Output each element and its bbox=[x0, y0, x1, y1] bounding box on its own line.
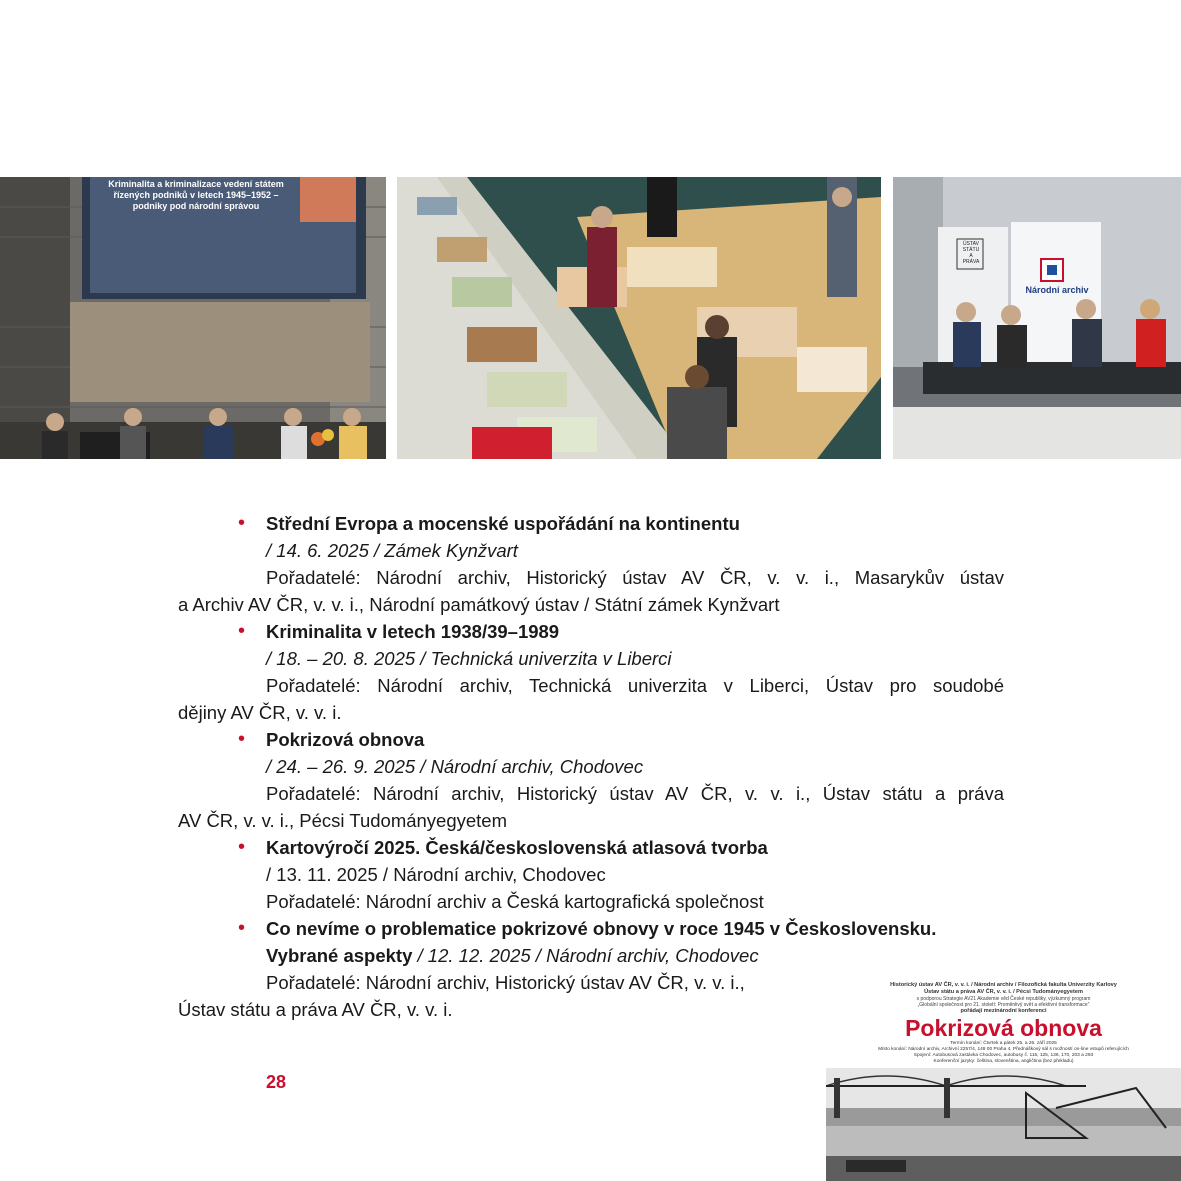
poster-header-line2: Ústav státu a práva AV ČR, v. v. i. / Pécsi Tudományegyetem bbox=[924, 989, 1083, 995]
banner-text: Národní archiv bbox=[1025, 285, 1089, 295]
event-item bbox=[178, 726, 1004, 834]
page-number: 28 bbox=[266, 1072, 287, 1092]
event-organizers: Pořadatelé: Národní archiv, Historický ústav AV ČR, v. v. i., Ústav státu a práva bbox=[266, 783, 1004, 804]
event-title-cont: Vybrané aspekty bbox=[266, 945, 413, 966]
poster-info-line2: Místo konání: Národní archiv, Archivní 2257/4, 149 00 Praha 4, Přednáškový sál s možností on-line vstupů referujících bbox=[878, 1047, 1129, 1052]
poster-info-line3: Spojení: Autobusová zastávka Chodovec, autobusy č. 115, 125, 136, 170, 203 a 293 bbox=[913, 1053, 1094, 1058]
bullet-icon: • bbox=[238, 728, 246, 750]
projection-slide-text: Kriminalita a kriminalizace vedení státem řízených podniků v letech 1945–1952 – podniky pod národní správou bbox=[108, 179, 284, 211]
event-organizers: Pořadatelé: Národní archiv, Historický ústav AV ČR, v. v. i., Masarykův ústav bbox=[266, 567, 1004, 588]
poster-info-line4: Konferenční jazyky: čeština, slovenština, angličtina (bez překladu) bbox=[933, 1059, 1074, 1064]
event-organizers-cont: AV ČR, v. v. i., Pécsi Tudományegyetem bbox=[178, 810, 508, 831]
poster-info-line1: Termín konání: Čtvrtek a pátek 25. a 26. září 2025 bbox=[950, 1041, 1057, 1046]
event-meta: / 18. – 20. 8. 2025 / Technická univerzita v Liberci bbox=[266, 648, 672, 669]
event-meta: / 14. 6. 2025 / Zámek Kynžvart bbox=[266, 540, 518, 561]
event-meta: / 13. 11. 2025 / Národní archiv, Chodovec bbox=[266, 864, 606, 885]
event-title: Střední Evropa a mocenské uspořádání na kontinentu bbox=[266, 513, 740, 534]
events-list bbox=[178, 510, 1004, 1023]
conference-hall-photo bbox=[0, 177, 386, 459]
event-item bbox=[178, 618, 1004, 726]
poster-support-line2: „Globální společnost pro 21. století: Proměnlivý svět a efektivní transformace“ bbox=[917, 1002, 1090, 1008]
conference-poster bbox=[826, 978, 1181, 1181]
bullet-icon: • bbox=[238, 836, 246, 858]
poster-title: Pokrizová obnova bbox=[905, 1015, 1102, 1041]
bullet-icon: • bbox=[238, 512, 246, 534]
bullet-icon: • bbox=[238, 620, 246, 642]
bullet-icon: • bbox=[238, 917, 246, 939]
atlas-exhibition-photo bbox=[397, 177, 881, 459]
event-title: Kartovýročí 2025. Česká/československá atlasová tvorba bbox=[266, 837, 768, 858]
event-title: Kriminalita v letech 1938/39–1989 bbox=[266, 621, 560, 642]
event-organizers: Pořadatelé: Národní archiv, Historický ústav AV ČR, v. v. i., bbox=[266, 972, 745, 993]
event-item bbox=[178, 510, 1004, 618]
event-organizers-cont: dějiny AV ČR, v. v. i. bbox=[178, 702, 342, 723]
bridge-ruins-photo bbox=[826, 1068, 1181, 1181]
event-title: Pokrizová obnova bbox=[266, 729, 425, 750]
event-organizers: Pořadatelé: Národní archiv a Česká kartografická společnost bbox=[266, 891, 764, 912]
event-title: Co nevíme o problematice pokrizové obnovy v roce 1945 v Československu. bbox=[266, 918, 937, 939]
event-organizers-cont: Ústav státu a práva AV ČR, v. v. i. bbox=[178, 999, 453, 1020]
panel-discussion-photo bbox=[893, 177, 1181, 459]
event-meta: / 24. – 26. 9. 2025 / Národní archiv, Chodovec bbox=[266, 756, 644, 777]
event-organizers: Pořadatelé: Národní archiv, Technická univerzita v Liberci, Ústav pro soudobé bbox=[266, 675, 1004, 696]
badge-text: ÚSTAV STÁTU A PRÁVA bbox=[962, 241, 980, 265]
poster-header-line1: Historický ústav AV ČR, v. v. i. / Národní archiv / Filozofická fakulta Univerzity Karlovy bbox=[890, 982, 1117, 988]
event-organizers-cont: a Archiv AV ČR, v. v. i., Národní památkový ústav / Státní zámek Kynžvart bbox=[178, 594, 780, 615]
poster-organize-line: pořádají mezinárodní konferenci bbox=[960, 1008, 1047, 1014]
event-meta: / 12. 12. 2025 / Národní archiv, Chodovec bbox=[417, 945, 759, 966]
event-item bbox=[178, 834, 1004, 915]
poster-support-line1: s podporou Strategie AV21 Akademie věd České republiky, výzkumný program bbox=[916, 996, 1091, 1002]
